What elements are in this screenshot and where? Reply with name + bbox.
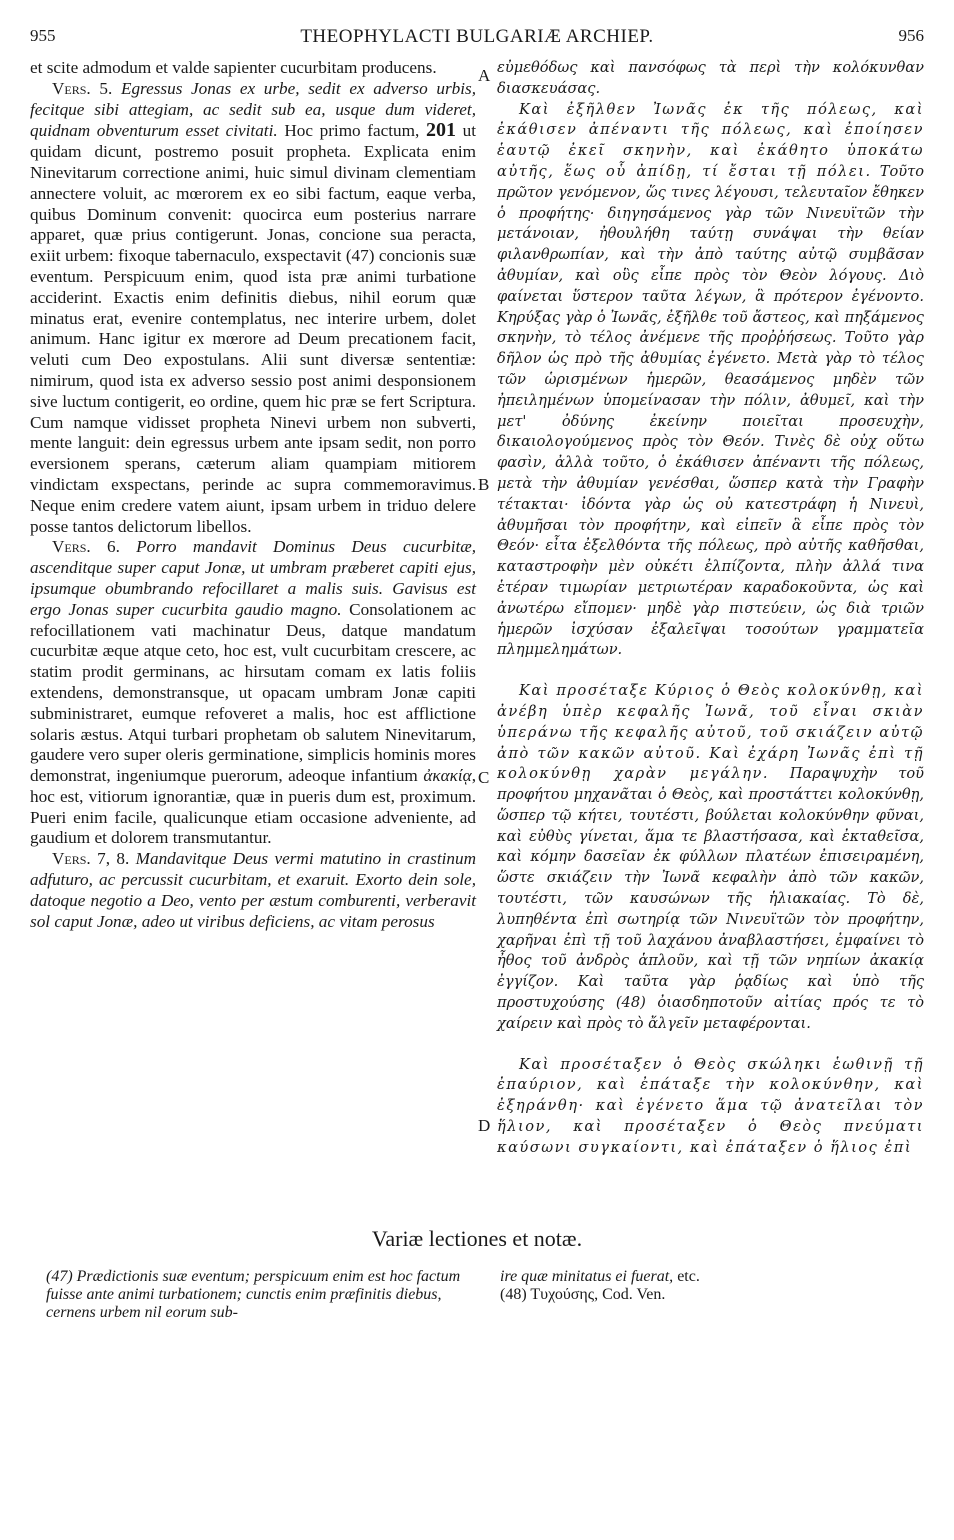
margin-letter-d: D bbox=[478, 1116, 491, 1135]
note-47-cont-italic: ire quæ minitatus ei fuerat, bbox=[500, 1268, 674, 1285]
greek-commentary-5: Τοῦτο πρῶτον γενόμενον, ὥς τινες λέγουσι, τελευταῖον ἔθηκεν ὁ προφήτης· διηγησάμενος γὰρ τῶν Νινευϊτῶν τὴν μετάνοιαν, ἠθουλήθη ταύτῃ συνάψαι τὴν θείαν φιλανθρωπίαν, καὶ τὴν ἀπὸ ταύτης αὐτῷ συμβᾶσαν ἀθυμίαν, καὶ οὓς εἶπε πρὸς τὸν Θεὸν λόγους. Διὸ φαίνεται ὕστερον ταῦτα λέγων, ἃ πρότερον ἐγένοντο. Κηρύξας γὰρ ὁ Ἰωνᾶς, ἐξῆλθε τοῦ ἄστεος, καὶ πηξάμενος σκηνὴν, τὸ τέλος ἀνέμενε τῆς προῤῥήσεως. Τοῦτο γὰρ δῆλον ὡς πρὸ τῆς ἀθυμίας ἐγένετο. Μετὰ γὰρ τὸ τέλος τῶν ὡρισμένων ἡμερῶν, θεασάμενος μηδὲν τῶν ἠπειλημένων ὑπομείνασαν τὴν πόλιν, ἀθυμεῖ, καὶ τὴν μετ' ὀδύνης ἐκείνην ποιεῖται προσευχὴν, δικαιολογούμενος πρὸς τὸν Θεόν. Τινὲς δὲ οὐχ οὕτω φασὶν, ἀλλὰ τοῦτο, ὁ ἐκάθισεν ἀπέναντι τῆς πόλεως, μετὰ τὴν ἀθυμίαν γενέσθαι, ὥσπερ κατὰ τὴν Γραφὴν τέτακται· ἰδόντα γὰρ ὡς οὐ κατεστράφη ἡ Νινευὶ, ἀθυμῆσαι τὸν προφήτην, καὶ εἰπεῖν ἃ εἶπε πρὸς τὸν Θεόν· εἶτα ἐξελθόντα τῆς πόλεως, πρὸ αὐτῆς καθῆσθαι, καταστροφὴν μὲν οὐκέτι ἐλπίζοντα, πλὴν ἀλλά τινα ἑτέραν τιμωρίαν μετριωτέραν καραδοκοῦντα, ὡς καὶ ἀνωτέρω εἴπομεν· μηδὲ γὰρ πιστεύειν, ὡς διὰ τριῶν ἡμερῶν ἰσχύσαν ἐξαλεῖψαι τοσούτων γραμματεῖα πλημμελημάτων. bbox=[497, 162, 924, 659]
notes-right-column bbox=[500, 1268, 920, 1304]
column-number: 201 bbox=[425, 119, 456, 142]
verse-ref-7-8: Vers. 7, 8. bbox=[52, 849, 130, 869]
notes-heading: Variæ lectiones et notæ. bbox=[371, 1226, 583, 1251]
latin-paragraph-1: et scite admodum et valde sapienter cucurbitam producens. bbox=[30, 58, 437, 77]
margin-letter-b: B bbox=[478, 475, 490, 494]
greek-paragraph-verse-7-8 bbox=[497, 1055, 924, 1159]
note-47-cont-plain: etc. bbox=[673, 1268, 700, 1285]
verse-text-6: Porro mandavit Dominus Deus cucurbitæ, ascenditque super caput Jonæ, ut umbram præberet capiti ejus, ipsumque obumbrando refocillaret a malis suis. Gavisus est ergo Jonas super cucurbita gaudio magno. bbox=[30, 537, 477, 619]
page-header bbox=[30, 26, 924, 56]
latin-paragraph-verse-7-8 bbox=[30, 849, 476, 932]
greek-paragraph-1: εὐμεθόδως καὶ πανσόφως τὰ περὶ τὴν κολόκυνθαν διασκευάσας. bbox=[497, 59, 924, 97]
note-47: (47) Prædictionis suæ eventum; perspicuum enim est hoc factum fuisse ante animi turbationem; cunctis enim præfinitis diebus, cernens urbem nil eorum sub- bbox=[46, 1268, 461, 1321]
greek-paragraph-verse-6 bbox=[497, 681, 924, 1035]
greek-verse-6: Καὶ προσέταξε Κύριος ὁ Θεὸς κολοκύνθῃ, καὶ ἀνέβη ὑπὲρ κεφαλῆς Ἰωνᾶ, τοῦ εἶναι σκιὰν ὑπεράνω τῆς κεφαλῆς αὐτοῦ, τοῦ σκιάζειν αὐτῷ ἀπὸ τῶν κακῶν αὐτοῦ. Καὶ ἐχάρη Ἰωνᾶς ἐπὶ τῇ κολοκύνθῃ χαρὰν μεγάλην. bbox=[497, 682, 924, 783]
note-48: (48) Τυχούσης, Cod. Ven. bbox=[500, 1286, 666, 1303]
verse-text-7-8: Mandavitque Deus vermi matutino in crastinum adfuturo, ac percussit cucurbitam, et exaruit. Exorto dein sole, datoque negotio a Deo, vento per æstum comburenti, verberavit sol caput Jonæ, adeo ut viribus deficiens, ac vitam perosus bbox=[30, 849, 476, 931]
verse-text-5: Egressus Jonas ex urbe, sedit ex adverso urbis, fecitque sibi attegiam, ac sedit sub ea, usque dum videret, quidnam obventurum esset civitati. bbox=[30, 78, 476, 141]
latin-paragraph-verse-5 bbox=[30, 79, 476, 538]
latin-paragraph-verse-6 bbox=[30, 537, 476, 849]
greek-paragraph-verse-5 bbox=[497, 100, 924, 662]
right-page-number: 956 bbox=[898, 26, 924, 45]
latin-column bbox=[30, 58, 476, 932]
margin-letter-c: C bbox=[478, 768, 490, 787]
verse-ref-6: Vers. 6. bbox=[52, 537, 120, 557]
greek-spacer-2 bbox=[497, 1035, 924, 1055]
commentary-6-end: , hoc est, vitiorum ignorantiæ, quæ in pueris dum est, proximum. Pueri enim facile, qualicunque etiam occasione adveniente, ad gaudium et dolorem transmutantur. bbox=[30, 766, 476, 848]
greek-word-akakia: ἀκακίᾳ bbox=[423, 766, 472, 786]
greek-commentary-6: Παραψυχὴν τοῦ προφήτου μηχανᾶται ὁ Θεὸς, καὶ προστάττει κολοκύνθῃ, ὥσπερ τῷ κήτει, τουτέστι, βούλεται κολοκύνθην φῦναι, καὶ εὐθὺς γίνεται, ἅμα τε βλαστήσασα, καὶ ἐκταθεῖσα, καὶ κόμην δασεῖαν ἐκ φύλλων πλατέων ἐπισειραμένη, ὥστε σκιάζειν τὴν Ἰωνᾶ κεφαλὴν ἀπὸ τῶν κακῶν, τουτέστι, τῶν καυσώνων τῆς ἡλιακαίας. Τὸ δὲ, λυπηθέντα ἐπὶ σωτηρίᾳ τῶν Νινευϊτῶν τὸν προφήτην, χαρῆναι ἐπὶ τῇ τοῦ λαχάνου ἀναβλαστήσει, ἐμφαίνει τὸ ἦθος τοῦ ἀνδρὸς ἁπλοῦν, καὶ τῇ τῶν νηπίων ἀκακίᾳ ἐγγίζον. Καὶ ταῦτα γὰρ ῥᾳδίως καὶ ὑπὸ τῆς προστυχούσης (48) ὀιασδηποτοῦν αἰτίας πρός τε τὸ χαίρειν καὶ πρὸς τὸ ἄλγεῖν μεταφέρονται. bbox=[497, 765, 924, 1032]
commentary-5: ut quidam dicunt, postremo posuit propheta. Explicata enim Ninevitarum correctione animi, huic simul divinam clementiam annectere voluit, ac mœrorem ex eo sibi factum, eaque verba, quibus Dominum convenit: quocirca eum posterius narrare apparet, quæ prius contigerunt. Jonas, concione sua peracta, exiit urbem: fixoque tabernaculo, exspectavit (47) concionis suæ eventum. Perspicuum enim, quod ista præ animi turbatione acciderint. Exactis enim definitis diebus, nihil eorum quæ minatus erat, evenire contemplatus, nec interire urbem, dolet animum. Hanc igitur ex mœrore ad Deum precationem facit, veluti cum Deo expostulans. Alii sunt diversæ sententiæ: nimirum, quod ista ex adverso sessio post animi desponsionem sive luctum contigerit, eo ordine, quem hic præ se fert Scriptura. Cum namque vidisset propheta Ninevi urbem non subverti, mente languit: dein egressus urbem ante ipsam sedit, non porro eversionem sperans, cæterum aliam quampiam mitiorem vindictam exspectans, perinde ac supra commemoravimus. Neque enim credere vatem aiunt, ipsam urbem in triduo delere posse tantos delictorum libellos. bbox=[30, 121, 477, 536]
greek-verse-7-8: Καὶ προσέταξεν ὁ Θεὸς σκώληκι ἑωθινῇ τῇ ἐπαύριον, καὶ ἐπάταξε τὴν κολοκύνθην, καὶ ἐξηράνθη· καὶ ἐγένετο ἅμα τῷ ἀνατεῖλαι τὸν ἥλιον, καὶ προσέταξεν ὁ Θεὸς πνεύματι καύσωνι συγκαίοντι, καὶ ἐπάταξεν ὁ ἥλιος ἐπὶ bbox=[497, 1055, 924, 1156]
greek-spacer-1 bbox=[497, 661, 924, 681]
running-title: THEOPHYLACTI BULGARIÆ ARCHIEP. bbox=[300, 26, 654, 47]
margin-letter-a: A bbox=[478, 66, 491, 85]
commentary-5-lead: Hoc primo factum, bbox=[284, 121, 420, 141]
greek-column bbox=[497, 58, 924, 1159]
greek-verse-5: Καὶ ἐξῆλθεν Ἰωνᾶς ἐκ τῆς πόλεως, καὶ ἐκάθισεν ἀπέναντι τῆς πόλεως, καὶ ἐποίησεν ἑαυτῷ ἐκεῖ σκηνὴν, καὶ ἐκάθητο ὑποκάτω αὐτῆς, ἕως οὗ ἀπίδῃ, τί ἔσται τῇ πόλει. bbox=[497, 100, 924, 180]
note-47-continuation bbox=[500, 1268, 920, 1286]
left-page-number: 955 bbox=[30, 26, 56, 45]
commentary-6: Consolationem ac refocillationem vati machinatur Deus, datque mandatum cucurbitæ æque atque ceto, hoc est, vult cucurbitam crescere, ac statim prodit germinans, ac hirsutam comam ex latis foliis extendens, demonstransque, ut opacam umbram Jonæ capiti subministraret, eumque refoveret a malis, hoc est afflictione solaris æstus. Atqui turbari prophetam ob salutem Ninevitarum, gaudere vero super oleris germinatione, simplicis hominis mores demonstrat, ingeniumque puerorum, adeoque infantium bbox=[30, 599, 476, 786]
verse-ref-5: Vers. 5. bbox=[52, 78, 113, 98]
